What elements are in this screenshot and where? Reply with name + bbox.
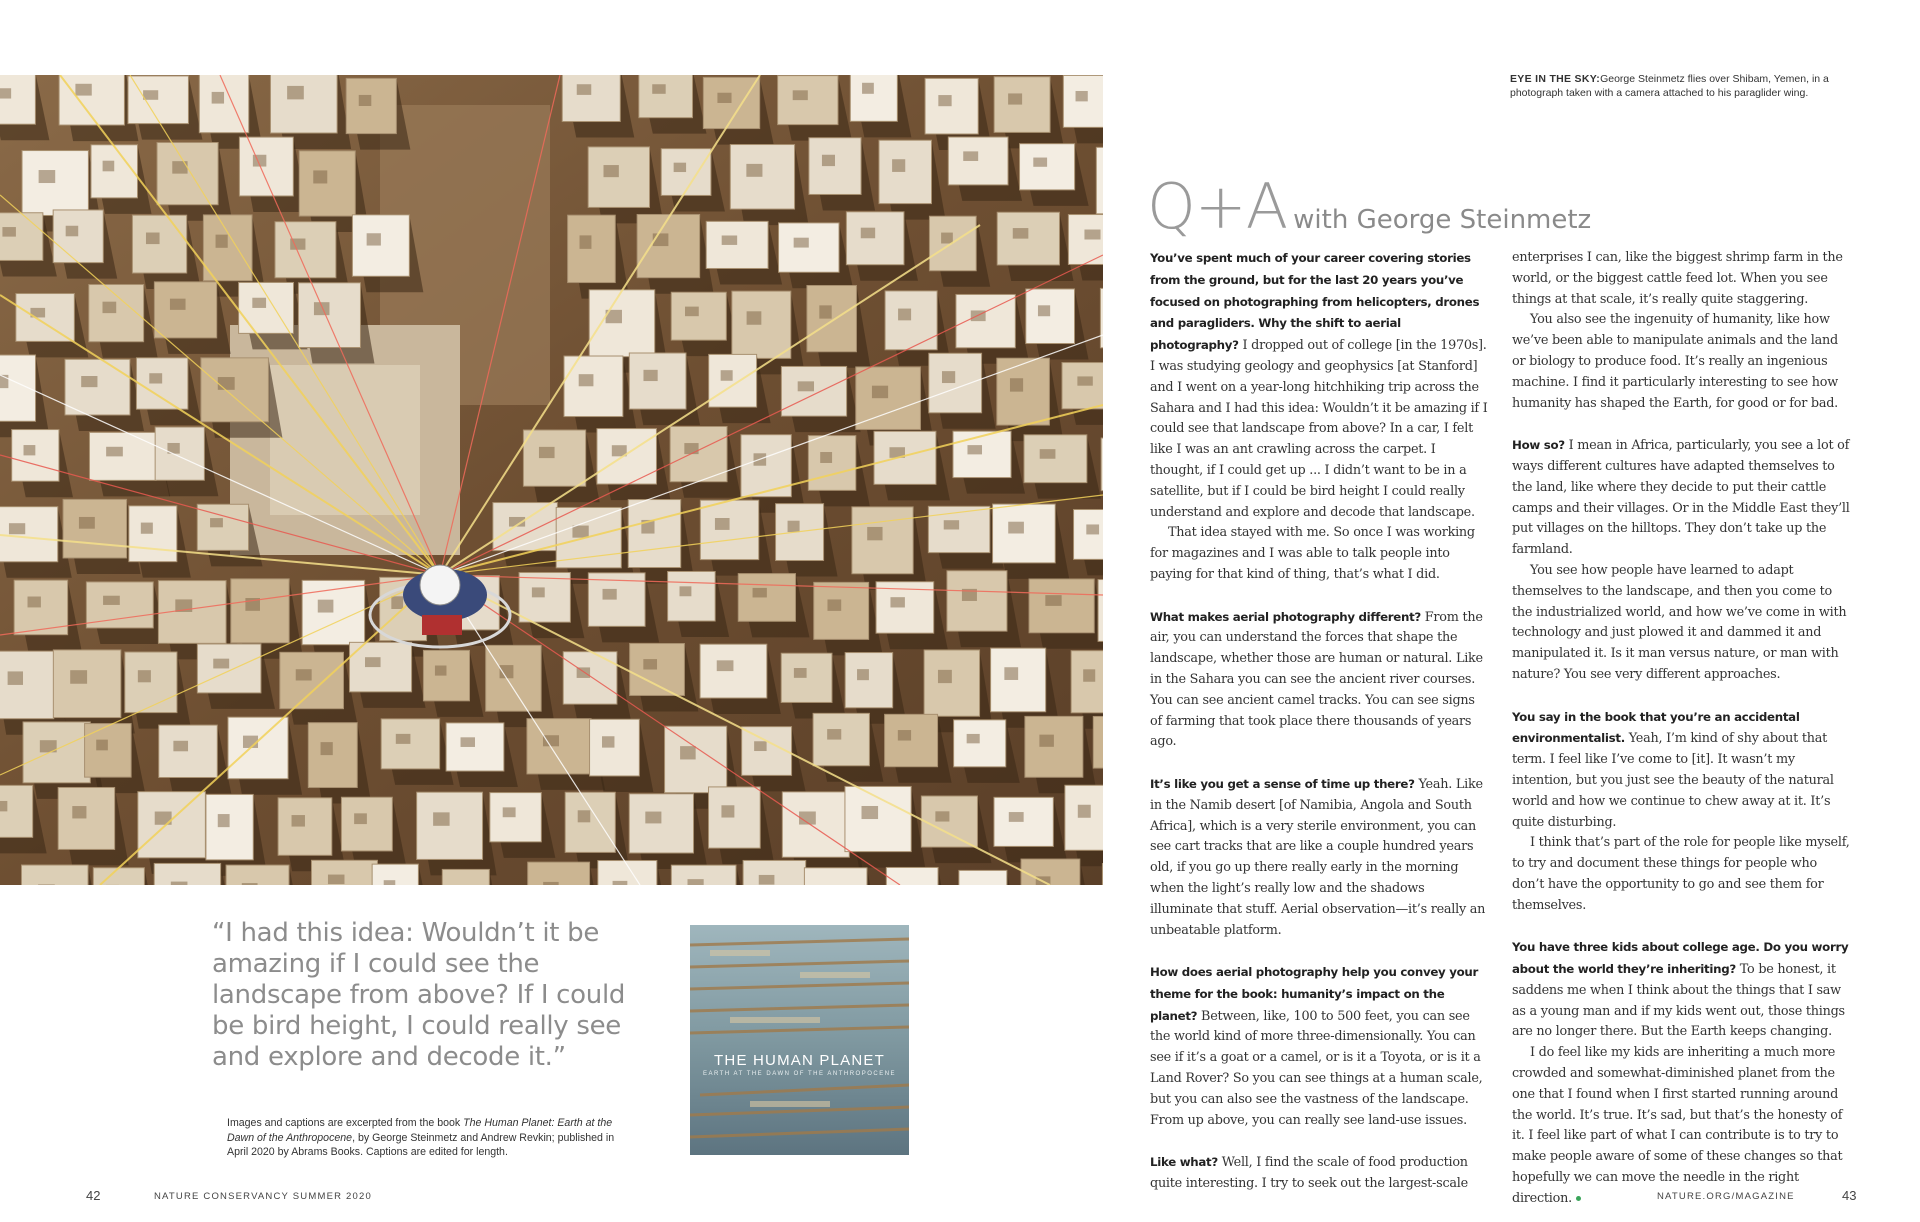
roof-detail: [580, 235, 592, 248]
building-roof: [874, 431, 936, 484]
roof-detail: [396, 734, 411, 744]
roof-detail: [688, 879, 704, 885]
roof-detail: [96, 740, 108, 751]
building-roof: [562, 75, 620, 122]
roof-detail: [820, 452, 832, 463]
building-roof: [738, 574, 795, 622]
roof-detail: [935, 811, 949, 821]
roof-detail: [715, 518, 730, 530]
roof-detail: [24, 445, 36, 455]
building-roof: [856, 367, 921, 430]
roof-detail: [674, 163, 686, 172]
building-roof: [197, 644, 261, 693]
building-roof: [879, 140, 932, 203]
roof-detail: [103, 596, 120, 605]
building-roof: [928, 506, 989, 552]
building-roof: [598, 861, 657, 885]
building-roof: [959, 870, 1007, 885]
question: It’s like you get a sense of time up there?: [1150, 776, 1415, 791]
roof-detail: [2, 227, 15, 237]
roof-detail: [1076, 91, 1088, 101]
roof-detail: [754, 741, 766, 751]
roof-detail: [898, 730, 911, 740]
building-roof: [298, 283, 360, 348]
roof-detail: [391, 596, 403, 609]
book-cover-graphic: [690, 925, 909, 1155]
roof-detail: [365, 657, 381, 667]
question: You’ve spent much of your career covering stories from the ground, but for the last 20 years you’ve focused on photographing from helicopters, drones and paragliders. Why the shift to aerial photography?: [1150, 251, 1480, 353]
roof-detail: [1084, 230, 1100, 240]
building-roof: [804, 868, 867, 885]
pull-quote: “I had this idea: Wouldn’t it be amazing if I could see the landscape from above? If I could be bird height, I could really see and explore and decode it.”: [212, 918, 626, 1072]
building-roof: [89, 285, 144, 342]
roof-detail: [75, 84, 91, 96]
excerpt-pre: Images and captions are excerpted from the book: [227, 1117, 464, 1129]
building-roof: [743, 860, 806, 885]
building-roof: [629, 794, 693, 853]
roof-detail: [218, 814, 230, 827]
roof-detail: [500, 665, 514, 678]
roof-detail: [861, 228, 875, 239]
answer: Between, like, 100 to 500 feet, you can see the world kind of more three-dimensionally. You can see if it’s a goat or a camel, or is it a Toyota, or is it a Land Rover? So you can see things at a human scale, but you can also see the vastness of the landscape. From up above, you can really see land-use issues.: [1150, 1008, 1483, 1128]
roof-detail: [0, 801, 7, 811]
qa-paragraph: [1150, 962, 1490, 1131]
roof-detail: [1078, 805, 1091, 818]
aerial-photo-graphic: [0, 75, 1103, 885]
roof-detail: [862, 83, 874, 94]
roof-detail: [603, 589, 617, 600]
roof-detail: [212, 92, 224, 104]
roof-detail: [218, 377, 235, 390]
paragraph: You see how people have learned to adapt themselves to the landscape, and then you come to the industrialized world, and how we’ve come in with technology and just plowed it and dammed it and manipulated it. Is it man versus nature, or man with nature? You see very different approaches.: [1512, 562, 1847, 682]
roof-detail: [967, 734, 980, 743]
building-roof: [1026, 289, 1075, 344]
roof-detail: [296, 669, 312, 680]
roof-detail: [171, 882, 188, 885]
book-title-italic: The Human Planet: Earth at the Dawn of the Anthropocene: [227, 1117, 613, 1144]
building-roof: [53, 650, 120, 718]
article-column-2: [1512, 248, 1852, 1210]
excerpt-post: , by George Steinmetz and Andrew Revkin; published in April 2020 by Abrams Books. Captions are edited for length.: [227, 1131, 615, 1158]
answer: From the air, you can understand the forces that shape the landscape, whether those are human or natural. Like in the Sahara you can see the ancient river courses. You can see ancient camel tracks. You can see signs of farming that took place there thousands of years ago.: [1150, 609, 1483, 750]
building-roof: [58, 787, 114, 849]
paragraph: That idea stayed with me. So once I was working for magazines and I was able to talk people into paying for that kind of thing, that’s what I did.: [1150, 525, 1475, 582]
building-roof: [270, 75, 337, 133]
building-roof: [372, 864, 418, 885]
roof-detail: [862, 806, 879, 819]
headline-qa: Q+A: [1147, 170, 1288, 243]
roof-detail: [141, 523, 153, 534]
building-roof: [0, 507, 58, 562]
building-roof: [1063, 75, 1103, 127]
qa-paragraph: [1150, 607, 1490, 754]
answer: To be honest, it saddens me when I think about the things that I saw as a young man and if my kids went out, those things are no longer there. But the Earth keeps changing.: [1512, 962, 1845, 1040]
roof-detail: [1045, 595, 1061, 606]
roof-detail: [39, 170, 56, 183]
building-roof: [661, 149, 711, 196]
roof-detail: [28, 597, 41, 608]
roof-detail: [8, 671, 23, 685]
roof-detail: [149, 373, 162, 383]
roof-detail: [106, 447, 123, 457]
building-roof: [1101, 438, 1103, 491]
roof-detail: [1009, 812, 1024, 822]
building-roof: [1021, 859, 1080, 885]
roof-detail: [435, 666, 447, 676]
roof-detail: [9, 523, 25, 534]
answer: Yeah, I’m kind of shy about that term. I feel like I’ve come to [it]. It wasn’t my intention, but you just see the beauty of the natural world and how we continue to chew away at it. It’s quite disturbing.: [1512, 731, 1834, 830]
building-roof: [201, 358, 269, 422]
building-roof: [231, 579, 289, 643]
roof-detail: [613, 881, 628, 885]
roof-detail: [798, 381, 814, 391]
roof-detail: [433, 812, 449, 825]
roof-detail: [717, 93, 731, 103]
building-roof: [850, 75, 897, 121]
building-roof: [0, 785, 33, 837]
roof-detail: [788, 521, 800, 532]
building-roof: [994, 77, 1050, 133]
building-roof: [93, 868, 144, 885]
roof-detail: [872, 386, 888, 399]
roof-detail: [367, 233, 381, 245]
building-roof: [778, 76, 838, 125]
building-roof: [486, 645, 541, 711]
roof-detail: [38, 884, 55, 885]
roof-detail: [680, 746, 696, 759]
roof-detail: [1004, 667, 1018, 680]
building-roof: [994, 797, 1053, 846]
building-roof: [709, 787, 761, 848]
roof-detail: [1083, 669, 1095, 681]
qa-paragraph: [1150, 248, 1490, 523]
roof-detail: [173, 741, 188, 751]
building-roof: [528, 862, 590, 885]
roof-detail: [213, 659, 229, 669]
roof-detail: [578, 810, 591, 822]
roof-detail: [146, 233, 160, 245]
final-paragraph-text: I do feel like my kids are inheriting a much more crowded and somewhat-diminished planet from the one that I found when I first started running around the world. It’s true. It’s sad, but that’s the honesty of it. I feel like part of what I can contribute is to try to make people aware of some of these changes so that hopefully we can move the needle in the right direction.: [1512, 1045, 1843, 1206]
caption-text: George Steinmetz flies over Shibam, Yemen, in a photograph taken with a camera attached to his paraglider wing.: [1510, 73, 1829, 99]
answer: I dropped out of college [in the 1970s]. I was studying geology and geophysics [at Stanford] and I went on a year-long hitchhiking trip across the Sahara and I had this idea: Wouldn’t it be amazing if I could see that landscape from above? In a car, I felt like I was an ant crawling across the carpet. I thought, if I could get up ... I didn’t want to be in a satellite, but if I could be bird height I could really understand and explore and decode that landscape.: [1150, 338, 1488, 520]
roof-detail: [314, 302, 330, 315]
roof-detail: [572, 526, 588, 538]
roof-detail: [652, 84, 665, 94]
roof-detail: [602, 736, 614, 747]
roof-detail: [747, 311, 762, 324]
roof-detail: [210, 518, 223, 527]
roof-detail: [603, 165, 618, 177]
paramotor-engine: [422, 615, 462, 635]
answer: I mean in Africa, particularly, you see a lot of ways different cultures have adapted themselves to the land, like where they decide to put their cattle camps and their villages. Or in the Middle East they’ll put villages on the hilltops. They don’t take up the farmland.: [1512, 438, 1850, 558]
roof-detail: [643, 370, 657, 381]
roof-detail: [967, 445, 982, 454]
building-roof: [0, 651, 54, 719]
building-roof: [929, 353, 982, 413]
roof-detail: [1008, 522, 1024, 534]
roof-detail: [819, 305, 831, 318]
roof-detail: [216, 235, 228, 248]
building-roof: [1100, 288, 1103, 347]
roof-detail: [827, 599, 841, 610]
roof-detail: [318, 600, 334, 613]
building-roof: [0, 75, 35, 124]
building-roof: [885, 714, 938, 766]
roof-detail: [543, 882, 558, 885]
building-roof: [352, 215, 409, 276]
building-roof: [280, 652, 344, 708]
answer: Yeah. Like in the Namib desert [of Namibia, Angola and South Africa], which is a very sterile environment, you can see cart tracks that are like a couple hundred years old, if you go up there really early in the morning when the light’s really low and the shadows illuminate that stuff. Aerial observation—it’s really an unbeatable platform.: [1150, 776, 1486, 938]
roof-detail: [103, 161, 115, 172]
building-roof: [206, 794, 253, 859]
headline: [1147, 170, 1591, 243]
building-roof: [86, 582, 153, 628]
roof-detail: [81, 376, 97, 387]
qa-paragraph: [1512, 707, 1852, 834]
roof-detail: [72, 806, 86, 818]
building-roof: [668, 571, 716, 621]
building-roof: [1074, 510, 1103, 560]
building-roof: [22, 151, 88, 216]
building-roof: [226, 865, 289, 885]
building-roof: [1093, 716, 1103, 768]
building-roof: [629, 353, 686, 409]
building-roof: [423, 650, 469, 700]
answer: Well, I find the scale of food production quite interesting. I try to seek out the largest-scale: [1150, 1155, 1468, 1192]
pilot-helmet: [420, 565, 460, 605]
paragraph: You also see the ingenuity of humanity, like how we’ve been able to manipulate animals and the land or biology to produce food. It’s really an ingenious machine. I find it particularly interesting to see how humanity has shaped the Earth, for good or for bad.: [1512, 312, 1838, 411]
article-column-1: [1150, 248, 1490, 1195]
building-roof: [639, 75, 693, 118]
roof-detail: [1008, 93, 1022, 104]
caption-label: EYE IN THE SKY:: [1510, 73, 1601, 85]
roof-detail: [938, 670, 952, 683]
roof-detail: [890, 597, 904, 607]
roof-detail: [313, 170, 327, 183]
roof-detail: [938, 95, 951, 106]
roof-detail: [645, 812, 661, 824]
roof-detail: [579, 374, 594, 386]
roof-detail: [1038, 305, 1050, 316]
qa-paragraph: [1150, 774, 1490, 941]
roof-detail: [1040, 449, 1056, 459]
roof-detail: [684, 443, 698, 454]
question: What makes aerial photography different?: [1150, 609, 1421, 624]
roof-detail: [1039, 735, 1053, 747]
roof-detail: [867, 527, 882, 540]
roof-detail: [543, 735, 559, 746]
building-roof: [299, 151, 355, 216]
roof-detail: [944, 520, 959, 529]
roof-detail: [0, 88, 11, 98]
question: Like what?: [1150, 1155, 1218, 1170]
roof-detail: [963, 151, 978, 161]
question: How so?: [1512, 438, 1565, 453]
aerial-photo: [0, 75, 1103, 885]
building-roof: [442, 869, 489, 885]
roof-detail: [717, 660, 734, 671]
book-cover-title: THE HUMAN PLANET: [714, 1052, 885, 1069]
building-roof: [527, 719, 591, 774]
building-roof: [159, 725, 218, 777]
roof-detail: [794, 668, 807, 678]
roof-detail: [721, 805, 734, 817]
building-roof: [846, 212, 904, 265]
book-cover-subtitle: EARTH AT THE DAWN OF THE ANTHROPOCENE: [702, 1071, 897, 1077]
roof-detail: [577, 84, 592, 95]
footer-website: NATURE.ORG/MAGAZINE: [1657, 1191, 1795, 1202]
roof-detail: [1086, 524, 1099, 534]
building-roof: [203, 215, 252, 281]
page-number-left: 42: [86, 1188, 101, 1203]
roof-detail: [503, 807, 516, 817]
roof-detail: [822, 155, 835, 166]
building-roof: [781, 653, 832, 702]
roof-detail: [102, 302, 116, 313]
building-roof: [89, 432, 156, 480]
qa-paragraph: [1512, 435, 1852, 561]
question: You say in the book that you’re an accidental environmentalist.: [1512, 709, 1800, 746]
roof-detail: [721, 370, 733, 381]
footer-publication: NATURE CONSERVANCY SUMMER 2020: [154, 1191, 372, 1202]
paragraph: I think that’s part of the role for people like myself, to try and document these things for people who don’t have the opportunity to go and see them for themselves.: [1512, 835, 1850, 913]
roof-detail: [359, 95, 372, 106]
building-roof: [993, 504, 1056, 563]
roof-detail: [1010, 378, 1023, 391]
roof-detail: [898, 309, 911, 321]
building-roof: [1098, 580, 1103, 642]
building-roof: [129, 506, 177, 562]
roof-detail: [746, 164, 762, 177]
roof-detail: [170, 299, 186, 310]
roof-detail: [328, 875, 344, 885]
page-number-right: 43: [1842, 1188, 1857, 1203]
roof-detail: [292, 815, 305, 826]
question: You have three kids about college age. Do you worry about the world they’re inheriting?: [1512, 940, 1849, 977]
roof-detail: [793, 90, 808, 100]
roof-detail: [1013, 228, 1029, 239]
excerpt-note: [227, 1116, 637, 1160]
building-roof: [590, 719, 640, 776]
roof-detail: [1077, 376, 1092, 385]
roof-detail: [70, 670, 87, 684]
paragraph: [1512, 1043, 1852, 1209]
roof-detail: [321, 742, 333, 755]
building-roof: [53, 210, 103, 263]
roof-detail: [941, 233, 953, 244]
roof-detail: [66, 226, 79, 237]
roof-detail: [643, 659, 657, 669]
roof-detail: [942, 371, 955, 383]
roof-detail: [252, 298, 266, 308]
building-roof: [1065, 785, 1103, 850]
roof-detail: [242, 883, 258, 885]
roof-detail: [138, 670, 151, 682]
book-cover: [690, 925, 909, 1155]
qa-paragraph: [1150, 1152, 1490, 1195]
roof-detail: [680, 586, 692, 596]
roof-detail: [143, 90, 158, 100]
roof-detail: [759, 875, 775, 885]
roof-detail: [753, 588, 767, 598]
building-roof: [1102, 864, 1103, 885]
roof-detail: [685, 307, 699, 317]
roof-detail: [532, 587, 545, 597]
roof-detail: [79, 517, 95, 529]
roof-detail: [827, 729, 841, 739]
roof-detail: [287, 86, 304, 99]
headline-with: with George Steinmetz: [1293, 205, 1592, 235]
end-mark-icon: [1576, 1196, 1581, 1201]
roof-detail: [539, 447, 555, 458]
roof-detail: [892, 159, 905, 172]
building-roof: [845, 653, 893, 708]
building-roof: [346, 78, 396, 133]
roof-detail: [857, 669, 869, 680]
roof-detail: [722, 235, 737, 244]
building-roof: [1096, 147, 1103, 213]
roof-detail: [461, 737, 475, 747]
paragraph: enterprises I can, like the biggest shrimp farm in the world, or the biggest cattle feed lot. When you see things at that scale, it’s really quite staggering.: [1512, 250, 1843, 307]
building-roof: [886, 867, 938, 885]
roof-detail: [354, 813, 367, 824]
roof-detail: [1033, 158, 1047, 167]
photo-caption: [1510, 72, 1880, 100]
building-roof: [671, 292, 726, 340]
roof-detail: [384, 880, 396, 885]
qa-paragraph: [1512, 937, 1852, 1043]
building-roof: [997, 212, 1059, 265]
question: How does aerial photography help you convey your theme for the book: humanity’s impact on the planet?: [1150, 965, 1479, 1023]
building-roof: [21, 865, 88, 885]
building-roof: [808, 436, 855, 491]
building-roof: [0, 213, 43, 261]
roof-detail: [794, 238, 809, 248]
